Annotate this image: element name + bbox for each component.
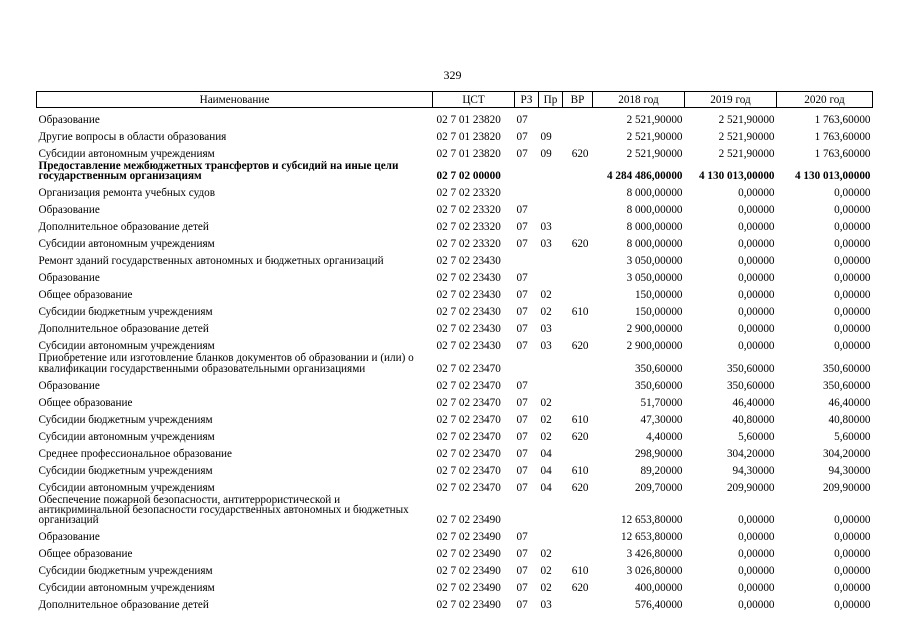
row-name: Среднее профессиональное образование — [38, 447, 233, 460]
row-cst: 02 7 01 23820 — [436, 130, 501, 143]
row-rz — [515, 249, 539, 266]
row-pr — [539, 493, 563, 526]
row-value-2018: 51,70000 — [640, 396, 683, 409]
row-cst: 02 7 02 23320 — [436, 221, 501, 234]
table-row — [37, 425, 873, 442]
row-vr — [563, 249, 593, 266]
row-value-2019: 2 521,90000 — [718, 147, 775, 160]
row-cst: 02 7 02 23430 — [436, 289, 501, 302]
row-vr — [563, 391, 593, 408]
table-row — [37, 542, 873, 559]
table-row — [37, 351, 873, 373]
row-value-2019: 0,00000 — [738, 272, 775, 285]
row-cst: 02 7 02 23320 — [436, 187, 501, 200]
row-name: Приобретение или изготовление бланков документов об образовании и (или) о квалификации государственными образовательными организациями — [38, 352, 414, 375]
row-rz: 07 — [516, 447, 528, 460]
row-rz: 07 — [516, 221, 528, 234]
row-value-2019: 0,00000 — [738, 582, 775, 595]
header-row — [37, 92, 873, 108]
row-pr — [539, 351, 563, 373]
row-cst: 02 7 02 23430 — [436, 306, 501, 319]
row-value-2020: 0,00000 — [834, 599, 871, 612]
row-value-2020: 0,00000 — [834, 238, 871, 251]
table-row — [37, 249, 873, 266]
row-name: Субсидии автономным учреждениям — [38, 147, 215, 160]
row-vr — [563, 593, 593, 610]
row-vr — [563, 374, 593, 391]
row-pr — [539, 108, 563, 126]
row-name: Ремонт зданий государственных автономных и бюджетных организаций — [38, 255, 384, 268]
row-cst: 02 7 02 23320 — [436, 238, 501, 251]
row-value-2020: 209,90000 — [822, 481, 871, 494]
row-value-2020: 350,60000 — [822, 362, 871, 375]
row-rz: 07 — [516, 464, 528, 477]
row-value-2018: 3 050,00000 — [626, 272, 683, 285]
row-vr — [563, 542, 593, 559]
table-row — [37, 476, 873, 493]
row-rz: 07 — [516, 130, 528, 143]
row-name: Другие вопросы в области образования — [38, 130, 227, 143]
row-value-2020: 0,00000 — [834, 306, 871, 319]
row-name: Предоставление межбюджетных трансфертов и субсидий на иные цели государственным организациям — [38, 160, 399, 183]
row-pr: 02 — [540, 413, 552, 426]
row-name: Субсидии автономным учреждениям — [38, 340, 215, 353]
row-value-2018: 350,60000 — [634, 362, 683, 375]
row-pr: 02 — [540, 306, 552, 319]
row-value-2019: 0,00000 — [738, 221, 775, 234]
row-pr: 04 — [540, 447, 552, 460]
table-row — [37, 559, 873, 576]
row-value-2018: 400,00000 — [634, 582, 683, 595]
row-value-2020: 46,40000 — [828, 396, 871, 409]
row-rz: 07 — [516, 289, 528, 302]
row-rz: 07 — [516, 340, 528, 353]
row-rz: 07 — [516, 565, 528, 578]
row-cst: 02 7 02 23470 — [436, 379, 501, 392]
table-row — [37, 334, 873, 351]
table-row — [37, 232, 873, 249]
row-value-2019: 2 521,90000 — [718, 113, 775, 126]
row-value-2019: 0,00000 — [738, 531, 775, 544]
row-cst: 02 7 02 23490 — [436, 514, 501, 527]
row-cst: 02 7 02 23470 — [436, 447, 501, 460]
table-row — [37, 374, 873, 391]
row-pr — [539, 249, 563, 266]
header-name: Наименование — [37, 92, 433, 108]
row-value-2020: 5,60000 — [834, 430, 871, 443]
row-pr: 02 — [540, 548, 552, 561]
row-value-2018: 3 050,00000 — [626, 255, 683, 268]
table-header — [37, 92, 873, 108]
row-vr: 610 — [571, 413, 589, 426]
table-row — [37, 198, 873, 215]
row-cst: 02 7 02 23430 — [436, 255, 501, 268]
table-row — [37, 159, 873, 181]
row-pr — [539, 374, 563, 391]
row-rz: 07 — [516, 113, 528, 126]
row-rz: 07 — [516, 306, 528, 319]
row-rz: 07 — [516, 272, 528, 285]
table-row — [37, 266, 873, 283]
row-pr: 02 — [540, 430, 552, 443]
row-vr — [563, 283, 593, 300]
row-cst: 02 7 02 23470 — [436, 396, 501, 409]
row-value-2019: 5,60000 — [738, 430, 775, 443]
row-value-2020: 304,20000 — [822, 447, 871, 460]
table-body — [37, 108, 873, 611]
row-cst: 02 7 01 23820 — [436, 113, 501, 126]
row-pr: 03 — [540, 323, 552, 336]
row-name: Образование — [38, 531, 100, 544]
table-row — [37, 442, 873, 459]
row-value-2020: 0,00000 — [834, 531, 871, 544]
row-rz — [515, 493, 539, 526]
row-vr: 610 — [571, 464, 589, 477]
row-cst: 02 7 02 23470 — [436, 430, 501, 443]
row-name: Общее образование — [38, 548, 133, 561]
row-value-2019: 0,00000 — [738, 204, 775, 217]
row-value-2018: 4 284 486,00000 — [606, 170, 683, 183]
row-pr — [539, 525, 563, 542]
row-name: Обеспечение пожарной безопасности, антитеррористической и антикриминальной безопасности государственных автономных и бюджетных организаций — [38, 493, 409, 527]
row-rz: 07 — [516, 204, 528, 217]
table-row — [37, 181, 873, 198]
row-value-2020: 40,80000 — [828, 413, 871, 426]
row-value-2020: 0,00000 — [834, 255, 871, 268]
row-value-2020: 0,00000 — [834, 204, 871, 217]
row-value-2018: 2 900,00000 — [626, 340, 683, 353]
row-rz: 07 — [516, 481, 528, 494]
row-value-2020: 0,00000 — [834, 289, 871, 302]
row-name: Организация ремонта учебных судов — [38, 187, 216, 200]
row-value-2019: 4 130 013,00000 — [698, 170, 775, 183]
table-row — [37, 391, 873, 408]
row-value-2020: 0,00000 — [834, 272, 871, 285]
row-vr: 620 — [571, 340, 589, 353]
row-value-2020: 0,00000 — [834, 514, 871, 527]
row-rz — [515, 159, 539, 181]
row-cst: 02 7 02 23320 — [436, 204, 501, 217]
row-value-2019: 0,00000 — [738, 238, 775, 251]
row-value-2020: 0,00000 — [834, 323, 871, 336]
header-2019: 2019 год — [685, 92, 777, 108]
row-value-2020: 0,00000 — [834, 548, 871, 561]
row-vr: 610 — [571, 306, 589, 319]
row-value-2019: 94,30000 — [732, 464, 775, 477]
row-value-2019: 304,20000 — [726, 447, 775, 460]
row-vr: 620 — [571, 582, 589, 595]
table-row — [37, 408, 873, 425]
row-pr: 04 — [540, 464, 552, 477]
row-value-2018: 3 026,80000 — [626, 565, 683, 578]
row-rz: 07 — [516, 396, 528, 409]
row-cst: 02 7 02 23490 — [436, 531, 501, 544]
row-value-2019: 0,00000 — [738, 514, 775, 527]
row-cst: 02 7 02 23490 — [436, 565, 501, 578]
row-rz: 07 — [516, 238, 528, 251]
row-vr — [563, 215, 593, 232]
row-pr: 02 — [540, 289, 552, 302]
row-cst: 02 7 02 23430 — [436, 323, 501, 336]
row-rz: 07 — [516, 531, 528, 544]
row-name: Дополнительное образование детей — [38, 221, 209, 234]
row-name: Субсидии автономным учреждениям — [38, 430, 215, 443]
row-name: Образование — [38, 204, 100, 217]
header-rz: РЗ — [515, 92, 539, 108]
row-value-2019: 350,60000 — [726, 362, 775, 375]
row-value-2018: 12 653,80000 — [620, 514, 683, 527]
row-pr: 03 — [540, 340, 552, 353]
row-value-2019: 46,40000 — [732, 396, 775, 409]
row-name: Дополнительное образование детей — [38, 599, 209, 612]
row-pr: 03 — [540, 599, 552, 612]
row-rz: 07 — [516, 379, 528, 392]
table-row — [37, 108, 873, 126]
row-value-2020: 94,30000 — [828, 464, 871, 477]
row-value-2019: 350,60000 — [726, 379, 775, 392]
row-value-2019: 0,00000 — [738, 565, 775, 578]
row-rz: 07 — [516, 548, 528, 561]
row-cst: 02 7 02 23430 — [436, 340, 501, 353]
row-rz: 07 — [516, 582, 528, 595]
row-name: Общее образование — [38, 289, 133, 302]
table-row — [37, 142, 873, 159]
row-pr: 04 — [540, 481, 552, 494]
row-value-2018: 576,40000 — [634, 599, 683, 612]
row-value-2018: 8 000,00000 — [626, 221, 683, 234]
row-value-2019: 0,00000 — [738, 323, 775, 336]
row-cst: 02 7 02 00000 — [436, 170, 501, 183]
row-value-2019: 0,00000 — [738, 187, 775, 200]
row-value-2019: 0,00000 — [738, 340, 775, 353]
table-row — [37, 493, 873, 526]
row-value-2020: 350,60000 — [822, 379, 871, 392]
row-name: Образование — [38, 272, 100, 285]
row-value-2019: 40,80000 — [732, 413, 775, 426]
row-vr — [563, 181, 593, 198]
row-value-2020: 0,00000 — [834, 582, 871, 595]
row-pr: 03 — [540, 221, 552, 234]
row-cst: 02 7 02 23470 — [436, 413, 501, 426]
row-vr — [563, 125, 593, 142]
row-value-2018: 8 000,00000 — [626, 187, 683, 200]
row-pr: 09 — [540, 130, 552, 143]
row-value-2020: 4 130 013,00000 — [794, 170, 871, 183]
row-pr: 02 — [540, 582, 552, 595]
header-2018: 2018 год — [593, 92, 685, 108]
header-pr: Пр — [539, 92, 563, 108]
row-value-2020: 0,00000 — [834, 187, 871, 200]
row-value-2018: 150,00000 — [634, 289, 683, 302]
row-name: Дополнительное образование детей — [38, 323, 209, 336]
row-name: Субсидии бюджетным учреждениям — [38, 565, 213, 578]
row-vr: 620 — [571, 430, 589, 443]
row-vr — [563, 351, 593, 373]
row-pr: 03 — [540, 238, 552, 251]
row-value-2018: 89,20000 — [640, 464, 683, 477]
row-value-2018: 3 426,80000 — [626, 548, 683, 561]
row-value-2018: 12 653,80000 — [620, 531, 683, 544]
row-value-2018: 8 000,00000 — [626, 238, 683, 251]
row-cst: 02 7 02 23430 — [436, 272, 501, 285]
row-value-2018: 47,30000 — [640, 413, 683, 426]
table-row — [37, 317, 873, 334]
row-name: Общее образование — [38, 396, 133, 409]
row-vr — [563, 159, 593, 181]
header-vr: ВР — [563, 92, 593, 108]
row-vr: 620 — [571, 481, 589, 494]
row-vr — [563, 198, 593, 215]
row-vr — [563, 266, 593, 283]
row-vr — [563, 525, 593, 542]
table-row — [37, 125, 873, 142]
row-name: Субсидии бюджетным учреждениям — [38, 413, 213, 426]
row-name: Субсидии автономным учреждениям — [38, 481, 215, 494]
row-pr: 02 — [540, 396, 552, 409]
row-rz — [515, 181, 539, 198]
page-number: 329 — [443, 68, 462, 82]
row-rz: 07 — [516, 323, 528, 336]
row-value-2020: 0,00000 — [834, 340, 871, 353]
row-pr: 02 — [540, 565, 552, 578]
row-cst: 02 7 02 23470 — [436, 464, 501, 477]
row-pr — [539, 198, 563, 215]
row-name: Субсидии автономным учреждениям — [38, 238, 215, 251]
row-value-2018: 298,90000 — [634, 447, 683, 460]
row-vr: 610 — [571, 565, 589, 578]
row-value-2019: 209,90000 — [726, 481, 775, 494]
row-vr: 620 — [571, 238, 589, 251]
row-cst: 02 7 02 23490 — [436, 599, 501, 612]
row-name: Образование — [38, 379, 100, 392]
row-value-2018: 8 000,00000 — [626, 204, 683, 217]
row-vr: 620 — [571, 147, 589, 160]
row-vr — [563, 108, 593, 126]
table-row — [37, 525, 873, 542]
row-value-2018: 2 521,90000 — [626, 130, 683, 143]
row-rz: 07 — [516, 413, 528, 426]
row-vr — [563, 317, 593, 334]
row-name: Субсидии автономным учреждениям — [38, 582, 215, 595]
table-row — [37, 576, 873, 593]
row-value-2019: 2 521,90000 — [718, 130, 775, 143]
row-cst: 02 7 02 23490 — [436, 548, 501, 561]
budget-table — [36, 91, 873, 610]
table-row — [37, 300, 873, 317]
row-value-2020: 0,00000 — [834, 221, 871, 234]
row-value-2020: 1 763,60000 — [814, 147, 871, 160]
row-cst: 02 7 01 23820 — [436, 147, 501, 160]
row-cst: 02 7 02 23470 — [436, 362, 501, 375]
row-cst: 02 7 02 23470 — [436, 481, 501, 494]
table-row — [37, 459, 873, 476]
header-cst: ЦСТ — [433, 92, 515, 108]
row-rz: 07 — [516, 430, 528, 443]
row-value-2018: 2 521,90000 — [626, 147, 683, 160]
header-2020: 2020 год — [777, 92, 873, 108]
row-pr — [539, 159, 563, 181]
row-value-2019: 0,00000 — [738, 289, 775, 302]
row-value-2018: 2 900,00000 — [626, 323, 683, 336]
table-row — [37, 215, 873, 232]
row-value-2020: 1 763,60000 — [814, 130, 871, 143]
row-name: Образование — [38, 113, 100, 126]
row-value-2019: 0,00000 — [738, 255, 775, 268]
row-pr — [539, 266, 563, 283]
row-value-2019: 0,00000 — [738, 548, 775, 561]
row-value-2020: 0,00000 — [834, 565, 871, 578]
row-value-2018: 2 521,90000 — [626, 113, 683, 126]
row-value-2018: 350,60000 — [634, 379, 683, 392]
row-cst: 02 7 02 23490 — [436, 582, 501, 595]
row-rz: 07 — [516, 147, 528, 160]
row-value-2018: 4,40000 — [646, 430, 683, 443]
row-value-2019: 0,00000 — [738, 306, 775, 319]
row-vr — [563, 442, 593, 459]
row-rz — [515, 351, 539, 373]
row-value-2018: 209,70000 — [634, 481, 683, 494]
row-name: Субсидии бюджетным учреждениям — [38, 464, 213, 477]
row-vr — [563, 493, 593, 526]
row-value-2018: 150,00000 — [634, 306, 683, 319]
table-row — [37, 283, 873, 300]
row-name: Субсидии бюджетным учреждениям — [38, 306, 213, 319]
table-row — [37, 593, 873, 610]
row-value-2020: 1 763,60000 — [814, 113, 871, 126]
row-pr — [539, 181, 563, 198]
row-value-2019: 0,00000 — [738, 599, 775, 612]
row-rz: 07 — [516, 599, 528, 612]
row-pr: 09 — [540, 147, 552, 160]
